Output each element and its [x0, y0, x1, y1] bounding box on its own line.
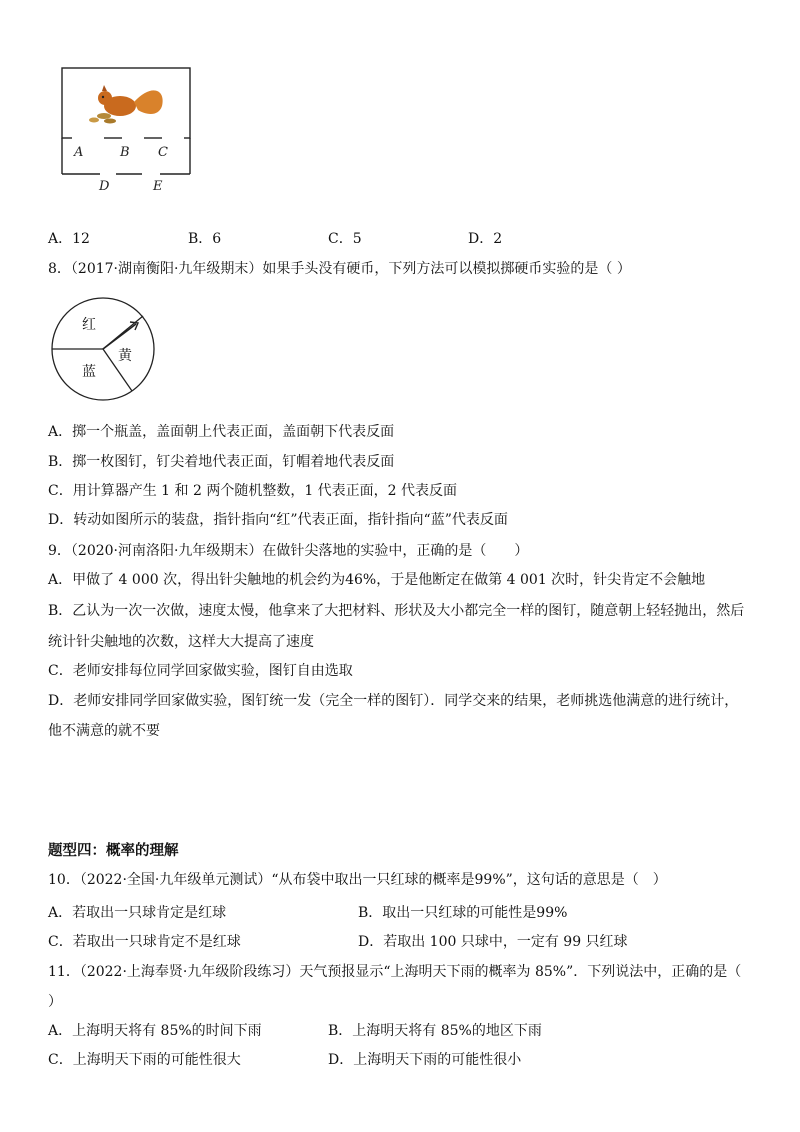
label-c: C	[158, 145, 168, 160]
q9-option-a: A．甲做了 4 000 次，得出针尖触地的机会约为46%，于是他断定在做第 4 001 次时，针尖肯定不会触地	[48, 572, 706, 588]
q7-option-b: B．6	[188, 231, 222, 247]
spinner-label-blue: 蓝	[82, 364, 96, 380]
q10-stem: 10．（2022·全国·九年级单元测试）“从布袋中取出一只红球的概率是99%”，这句话的意思是（ ）	[48, 872, 667, 888]
q7-option-a: A．12	[48, 231, 90, 247]
q11-stem-cont: ）	[48, 994, 62, 1010]
q9-option-d: D．老师安排同学回家做实验，图钉统一发（完全一样的图钉）．同学交来的结果，老师挑选他满意的进行统计，	[48, 693, 739, 709]
q11-stem: 11．（2022·上海奉贤·九年级阶段练习）天气预报显示“上海明天下雨的概率为 85%”．下列说法中，正确的是（	[48, 964, 742, 980]
q8-option-b: B．掷一枚图钉，钉尖着地代表正面，钉帽着地代表反面	[48, 454, 395, 470]
q9-option-b: B．乙认为一次一次做，速度太慢，他拿来了大把材料、形状及大小都完全一样的图钉，随意朝上轻轻抛出，然后	[48, 603, 745, 619]
q10-option-d: D．若取出 100 只球中，一定有 99 只红球	[358, 934, 628, 950]
q9-option-d-cont: 他不满意的就不要	[48, 723, 160, 739]
q11-option-a: A．上海明天将有 85%的时间下雨	[48, 1023, 262, 1039]
q11-option-b: B．上海明天将有 85%的地区下雨	[328, 1023, 542, 1039]
q8-option-d: D．转动如图所示的装盘，指针指向“红”代表正面，指针指向“蓝”代表反面	[48, 512, 508, 528]
spinner-label-yellow: 黄	[118, 348, 132, 364]
q8-option-a: A．掷一个瓶盖，盖面朝上代表正面，盖面朝下代表反面	[48, 424, 395, 440]
q9-option-c: C．老师安排每位同学回家做实验，图钉自由选取	[48, 663, 353, 679]
q7-option-c: C．5	[328, 231, 362, 247]
label-b: B	[120, 145, 130, 160]
label-a: A	[74, 145, 84, 160]
q11-option-d: D．上海明天下雨的可能性很小	[328, 1052, 522, 1068]
spinner-label-red: 红	[82, 317, 96, 333]
q9-stem: 9．（2020·河南洛阳·九年级期末）在做针尖落地的实验中，正确的是（ ）	[48, 543, 529, 559]
squirrel-box-figure	[58, 64, 194, 196]
label-e: E	[153, 179, 163, 194]
q8-option-c: C．用计算器产生 1 和 2 两个随机整数，1 代表正面，2 代表反面	[48, 483, 458, 499]
q10-option-a: A．若取出一只球肯定是红球	[48, 905, 227, 921]
q10-option-c: C．若取出一只球肯定不是红球	[48, 934, 241, 950]
q10-option-b: B．取出一只红球的可能性是99%	[358, 905, 568, 921]
section-title: 题型四：概率的理解	[48, 843, 179, 859]
q11-option-c: C．上海明天下雨的可能性很大	[48, 1052, 241, 1068]
q8-stem: 8．（2017·湖南衡阳·九年级期末）如果手头没有硬币，下列方法可以模拟掷硬币实验的是（ ）	[48, 261, 631, 277]
label-d: D	[99, 179, 110, 194]
squirrel-icon	[89, 85, 163, 124]
q7-option-d: D．2	[468, 231, 503, 247]
spinner-figure	[48, 294, 158, 404]
q9-option-b-cont: 统计针尖触地的次数，这样大大提高了速度	[48, 634, 314, 650]
